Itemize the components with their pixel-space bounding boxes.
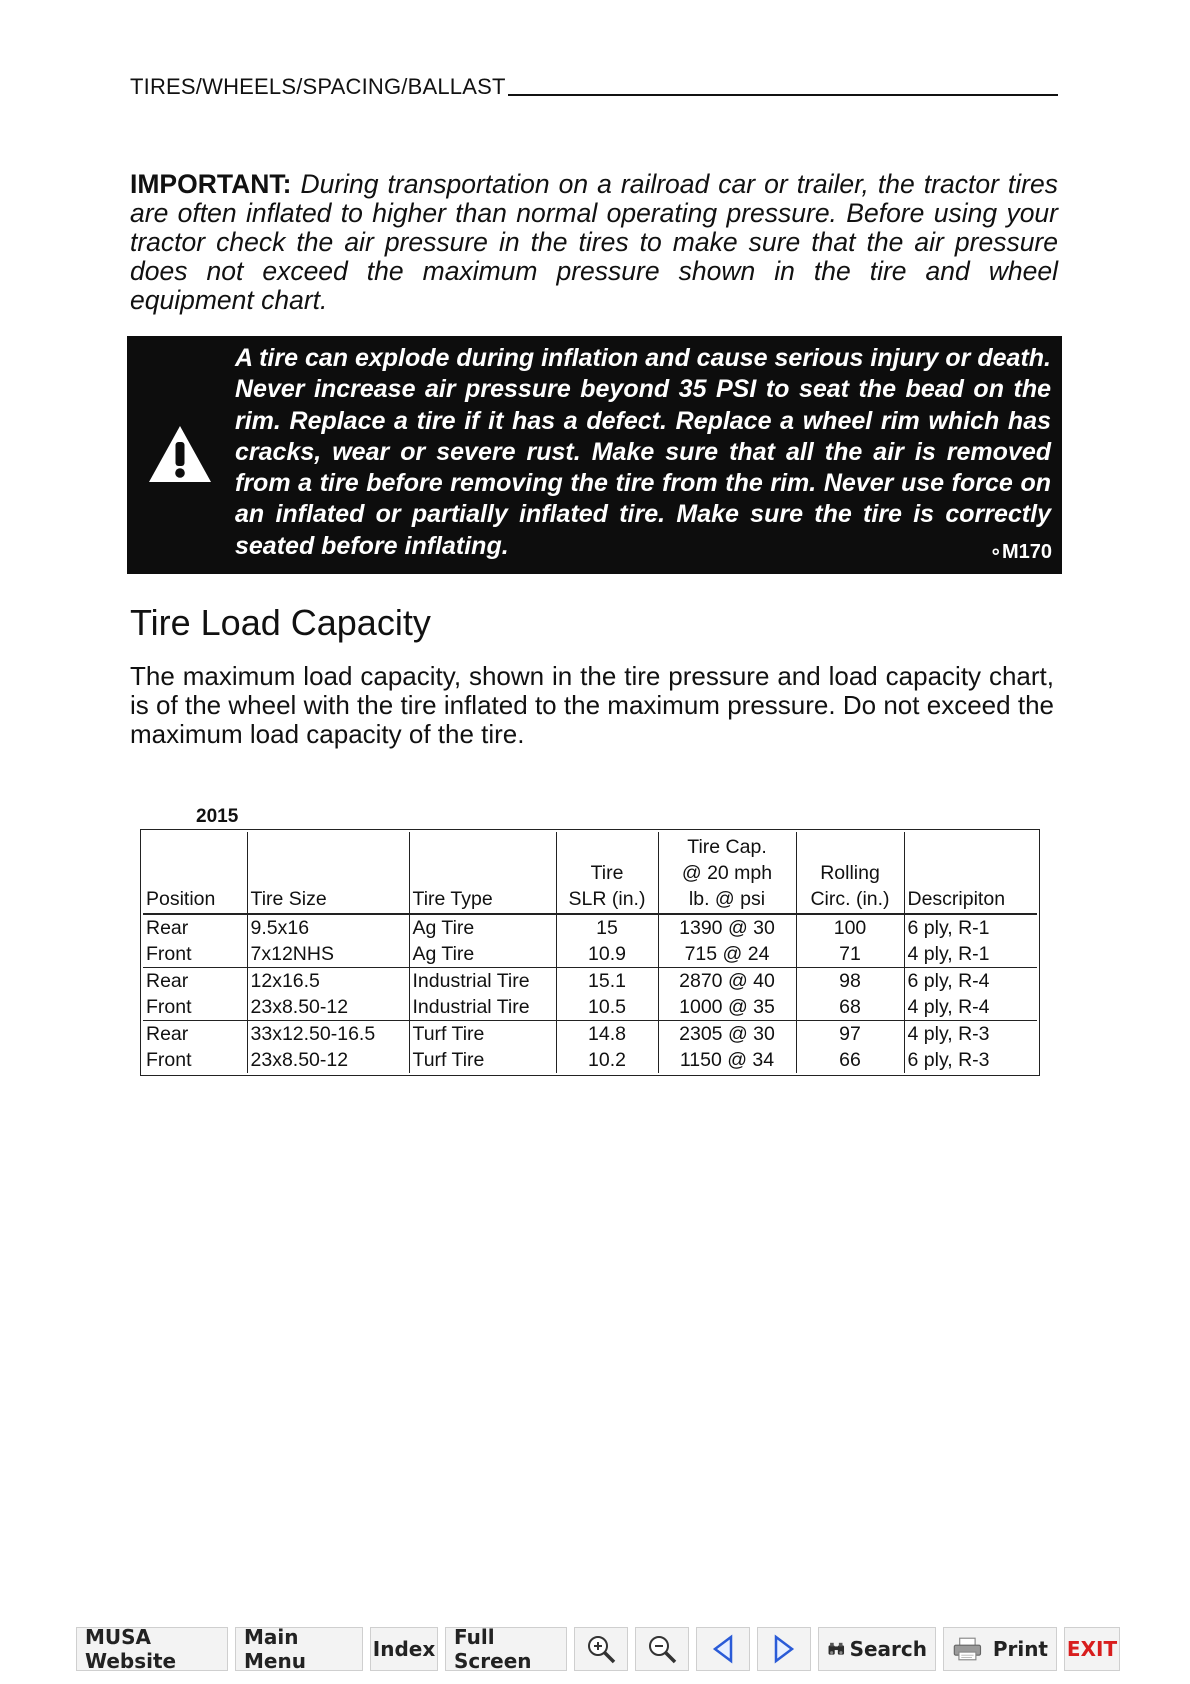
index-label: Index — [372, 1637, 436, 1661]
bottom-toolbar — [76, 1627, 1120, 1673]
main-menu-label: Main Menu — [244, 1625, 306, 1673]
table-cell: 98 — [796, 968, 904, 995]
table-cell: 100 — [796, 914, 904, 941]
print-button[interactable] — [943, 1627, 1057, 1671]
table-cell: 23x8.50-12 — [247, 1047, 409, 1073]
table-header-cell — [904, 832, 1037, 914]
table-header-cell — [247, 832, 409, 914]
table-cell: Turf Tire — [409, 1047, 556, 1073]
table-cell: 66 — [796, 1047, 904, 1073]
table-cell: Rear — [143, 1021, 247, 1048]
table-row — [143, 1047, 1037, 1073]
table-cell: Front — [146, 942, 192, 965]
exit-button[interactable] — [1064, 1627, 1120, 1671]
printer-icon — [952, 1633, 983, 1665]
table-cell: 1000 @ 35 — [658, 994, 796, 1021]
table-cell: 23x8.50-12 — [247, 994, 409, 1021]
section-paragraph: The maximum load capacity, shown in the tire pressure and load capacity chart, is of the wheel with the tire inflated to the maximum pressure. Do not exceed the maximum load capacity of the tire. — [130, 661, 1054, 749]
next-page-button[interactable] — [757, 1627, 811, 1671]
table-header-line: lb. @ psi — [688, 888, 766, 910]
table-cell: Industrial Tire — [409, 994, 556, 1021]
warning-triangle-icon — [147, 424, 213, 484]
table-header-cell — [143, 832, 247, 914]
table-cell: 1150 @ 34 — [658, 1047, 796, 1073]
table-header-line: @ 20 mph — [681, 862, 773, 884]
table-cell: 6 ply, R-4 — [904, 968, 1037, 995]
table-row — [143, 994, 1037, 1021]
table-cell: Industrial Tire — [409, 968, 556, 995]
table-row — [143, 914, 1037, 941]
table-row — [143, 941, 1037, 968]
table-row — [143, 968, 1037, 995]
table-cell: 68 — [796, 994, 904, 1021]
tire-load-table — [143, 832, 1037, 1073]
exit-label: EXIT — [1066, 1637, 1118, 1661]
table-header-line: Descripiton — [907, 888, 1006, 910]
table-cell: 6 ply, R-1 — [904, 914, 1037, 941]
table-header-cell — [409, 832, 556, 914]
zoom-out-icon — [646, 1633, 678, 1665]
table-header-cell — [658, 832, 796, 914]
table-cell: 2305 @ 30 — [658, 1021, 796, 1048]
table-row — [143, 1021, 1037, 1048]
table-cell: 4 ply, R-3 — [904, 1021, 1037, 1048]
important-notice — [130, 170, 1058, 315]
table-header-row — [143, 832, 1037, 914]
search-label: Search — [849, 1637, 927, 1661]
table-cell: 4 ply, R-1 — [904, 941, 1037, 968]
table-body — [143, 914, 1037, 1073]
table-cell: 71 — [796, 941, 904, 968]
previous-page-icon — [711, 1634, 735, 1664]
table-cell: 715 @ 24 — [658, 941, 796, 968]
table-cell: 9.5x16 — [247, 914, 409, 941]
header-rule — [508, 94, 1058, 96]
table-cell: 10.5 — [556, 994, 658, 1021]
warning-code: ∘M170 — [989, 541, 1052, 563]
zoom-out-button[interactable] — [635, 1627, 689, 1671]
table-cell: Ag Tire — [409, 941, 556, 968]
table-header-line: Tire Cap. — [687, 836, 767, 858]
search-button[interactable] — [818, 1627, 936, 1671]
table-cell: 15.1 — [556, 968, 658, 995]
table-cell: Turf Tire — [409, 1021, 556, 1048]
print-label: Print — [992, 1637, 1048, 1661]
section-title: Tire Load Capacity — [130, 602, 431, 643]
table-cell: 1390 @ 30 — [658, 914, 796, 941]
table-cell: Rear — [143, 968, 247, 995]
table-header-line: SLR (in.) — [568, 888, 646, 910]
full-screen-label: Full Screen — [454, 1625, 532, 1673]
table-cell: 33x12.50-16.5 — [247, 1021, 409, 1048]
important-label: IMPORTANT: — [130, 169, 292, 199]
table-cell: Ag Tire — [409, 914, 556, 941]
next-page-icon — [772, 1634, 796, 1664]
zoom-in-button[interactable] — [574, 1627, 628, 1671]
table-cell: 7x12NHS — [247, 941, 409, 968]
table-cell: 12x16.5 — [247, 968, 409, 995]
table-cell: 10.9 — [556, 941, 658, 968]
previous-page-button[interactable] — [696, 1627, 750, 1671]
table-header-line: Tire Type — [412, 888, 493, 910]
warning-box — [127, 336, 1062, 574]
table-cell: 6 ply, R-3 — [904, 1047, 1037, 1073]
table-cell: 4 ply, R-4 — [904, 994, 1037, 1021]
musa-website-label: MUSA Website — [85, 1625, 177, 1673]
tire-table-frame — [140, 829, 1040, 1076]
important-text: During transportation on a railroad car or trailer, the tractor tires are often inflated to higher than normal operating pressure. Before using your tractor check the air pressure in the tires to make sure that the air pressure does not exceed the maximum pressure shown in the tire and wheel equipment chart. — [130, 169, 1058, 315]
binoculars-icon — [827, 1634, 846, 1664]
index-button[interactable] — [370, 1627, 438, 1671]
page-header — [130, 74, 1058, 100]
table-cell: 15 — [556, 914, 658, 941]
full-screen-button[interactable] — [445, 1627, 567, 1671]
table-label: 2015 — [196, 806, 239, 827]
table-cell: 10.2 — [556, 1047, 658, 1073]
table-header-line: Tire Size — [250, 888, 327, 910]
table-cell: Front — [146, 1048, 192, 1071]
table-header-line: Position — [146, 888, 216, 910]
table-header-cell — [556, 832, 658, 914]
table-cell: 2870 @ 40 — [658, 968, 796, 995]
table-cell: Rear — [146, 916, 189, 939]
table-cell: 97 — [796, 1021, 904, 1048]
table-cell: Front — [146, 995, 192, 1018]
main-menu-button[interactable] — [235, 1627, 363, 1671]
zoom-in-icon — [585, 1633, 617, 1665]
table-header-cell — [796, 832, 904, 914]
table-cell: 14.8 — [556, 1021, 658, 1048]
table-header-line: Circ. (in.) — [810, 888, 890, 910]
table-header-line: Rolling — [820, 862, 880, 884]
table-header-line: Tire — [590, 862, 624, 884]
header-title: TIRES/WHEELS/SPACING/BALLAST — [130, 74, 506, 99]
warning-text: A tire can explode during inflation and cause serious injury or death. Never increase air pressure beyond 35 PSI to seat the bead on the rim. Replace a tire if it has a defect. Replace a wheel rim which has cracks, wear or severe rust. Make sure that all the air is removed from a tire before removing the tire from the rim. Never use force on an inflated or partially inflated tire. Make sure the tire is correctly seated before inflating. — [235, 344, 1051, 560]
musa-website-button[interactable] — [76, 1627, 228, 1671]
